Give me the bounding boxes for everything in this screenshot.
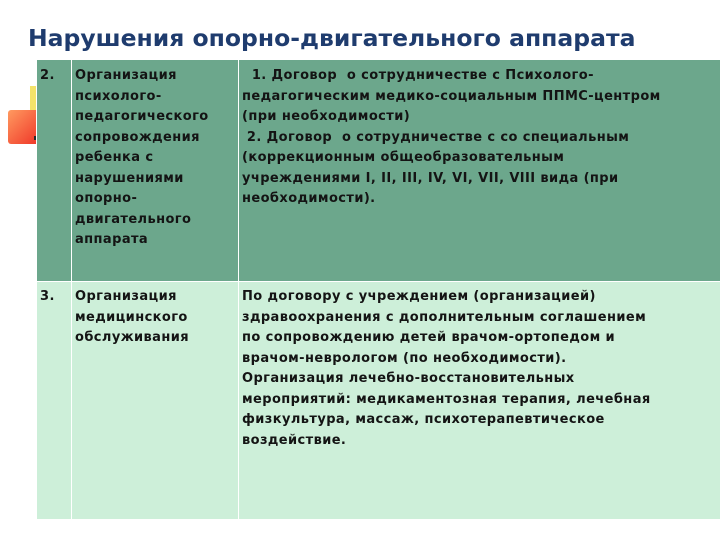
row-title-line: сопровождения [75, 129, 200, 145]
row-description-line: физкультура, массаж, психотерапевтическое [242, 412, 605, 427]
row-number: 3. [37, 282, 72, 520]
row-description-line: 1. Договор о сотрудничестве с Психолого- [242, 68, 594, 83]
row-description-line: по сопровождению детей врачом-ортопедом и [242, 330, 616, 345]
row-description-line: необходимости). [242, 191, 376, 206]
row-title-line: Организация [75, 68, 177, 83]
row-description [239, 282, 720, 520]
row-description-line: (при необходимости) [242, 109, 411, 124]
page-title: Нарушения опорно-двигательного аппарата [28, 24, 636, 52]
row-description-line: учреждениями I, II, III, IV, VI, VII, VIII вида (при [242, 170, 619, 186]
decorative-red-block [8, 110, 36, 144]
row-description-line: мероприятий: медикаментозная терапия, лечебная [242, 391, 651, 407]
row-title-line: аппарата [75, 232, 149, 247]
row-description-line: воздействие. [242, 432, 347, 448]
row-title-line: опорно- [75, 191, 138, 206]
row-description-line: Организация лечебно-восстановительных [242, 371, 575, 386]
row-title-line: ребенка с [75, 150, 154, 165]
row-description-line: врачом-неврологом (по необходимости). [242, 350, 567, 366]
row-description-line: здравоохранения с дополнительным соглашением [242, 309, 647, 325]
support-table [36, 60, 720, 519]
row-description-line: (коррекционным общеобразовательным [242, 150, 565, 165]
row-description [239, 60, 720, 282]
row-title-line: двигательного [75, 211, 192, 227]
row-title [72, 282, 239, 520]
table-row [37, 60, 720, 282]
row-title-line: психолого- [75, 88, 162, 104]
row-description-line: По договору с учреждением (организацией) [242, 289, 596, 304]
row-title-line: нарушениями [75, 170, 184, 186]
row-description-line: педагогическим медико-социальным ППМС-центром [242, 88, 661, 104]
row-title [72, 60, 239, 282]
row-title-line: медицинского [75, 309, 188, 325]
row-title-line: Организация [75, 289, 177, 304]
row-title-line: педагогического [75, 109, 209, 124]
table-row [37, 282, 720, 520]
row-title-line: обслуживания [75, 330, 189, 345]
row-description-line: 2. Договор о сотрудничестве с со специальным [242, 129, 630, 145]
row-number: 2. [37, 60, 72, 282]
